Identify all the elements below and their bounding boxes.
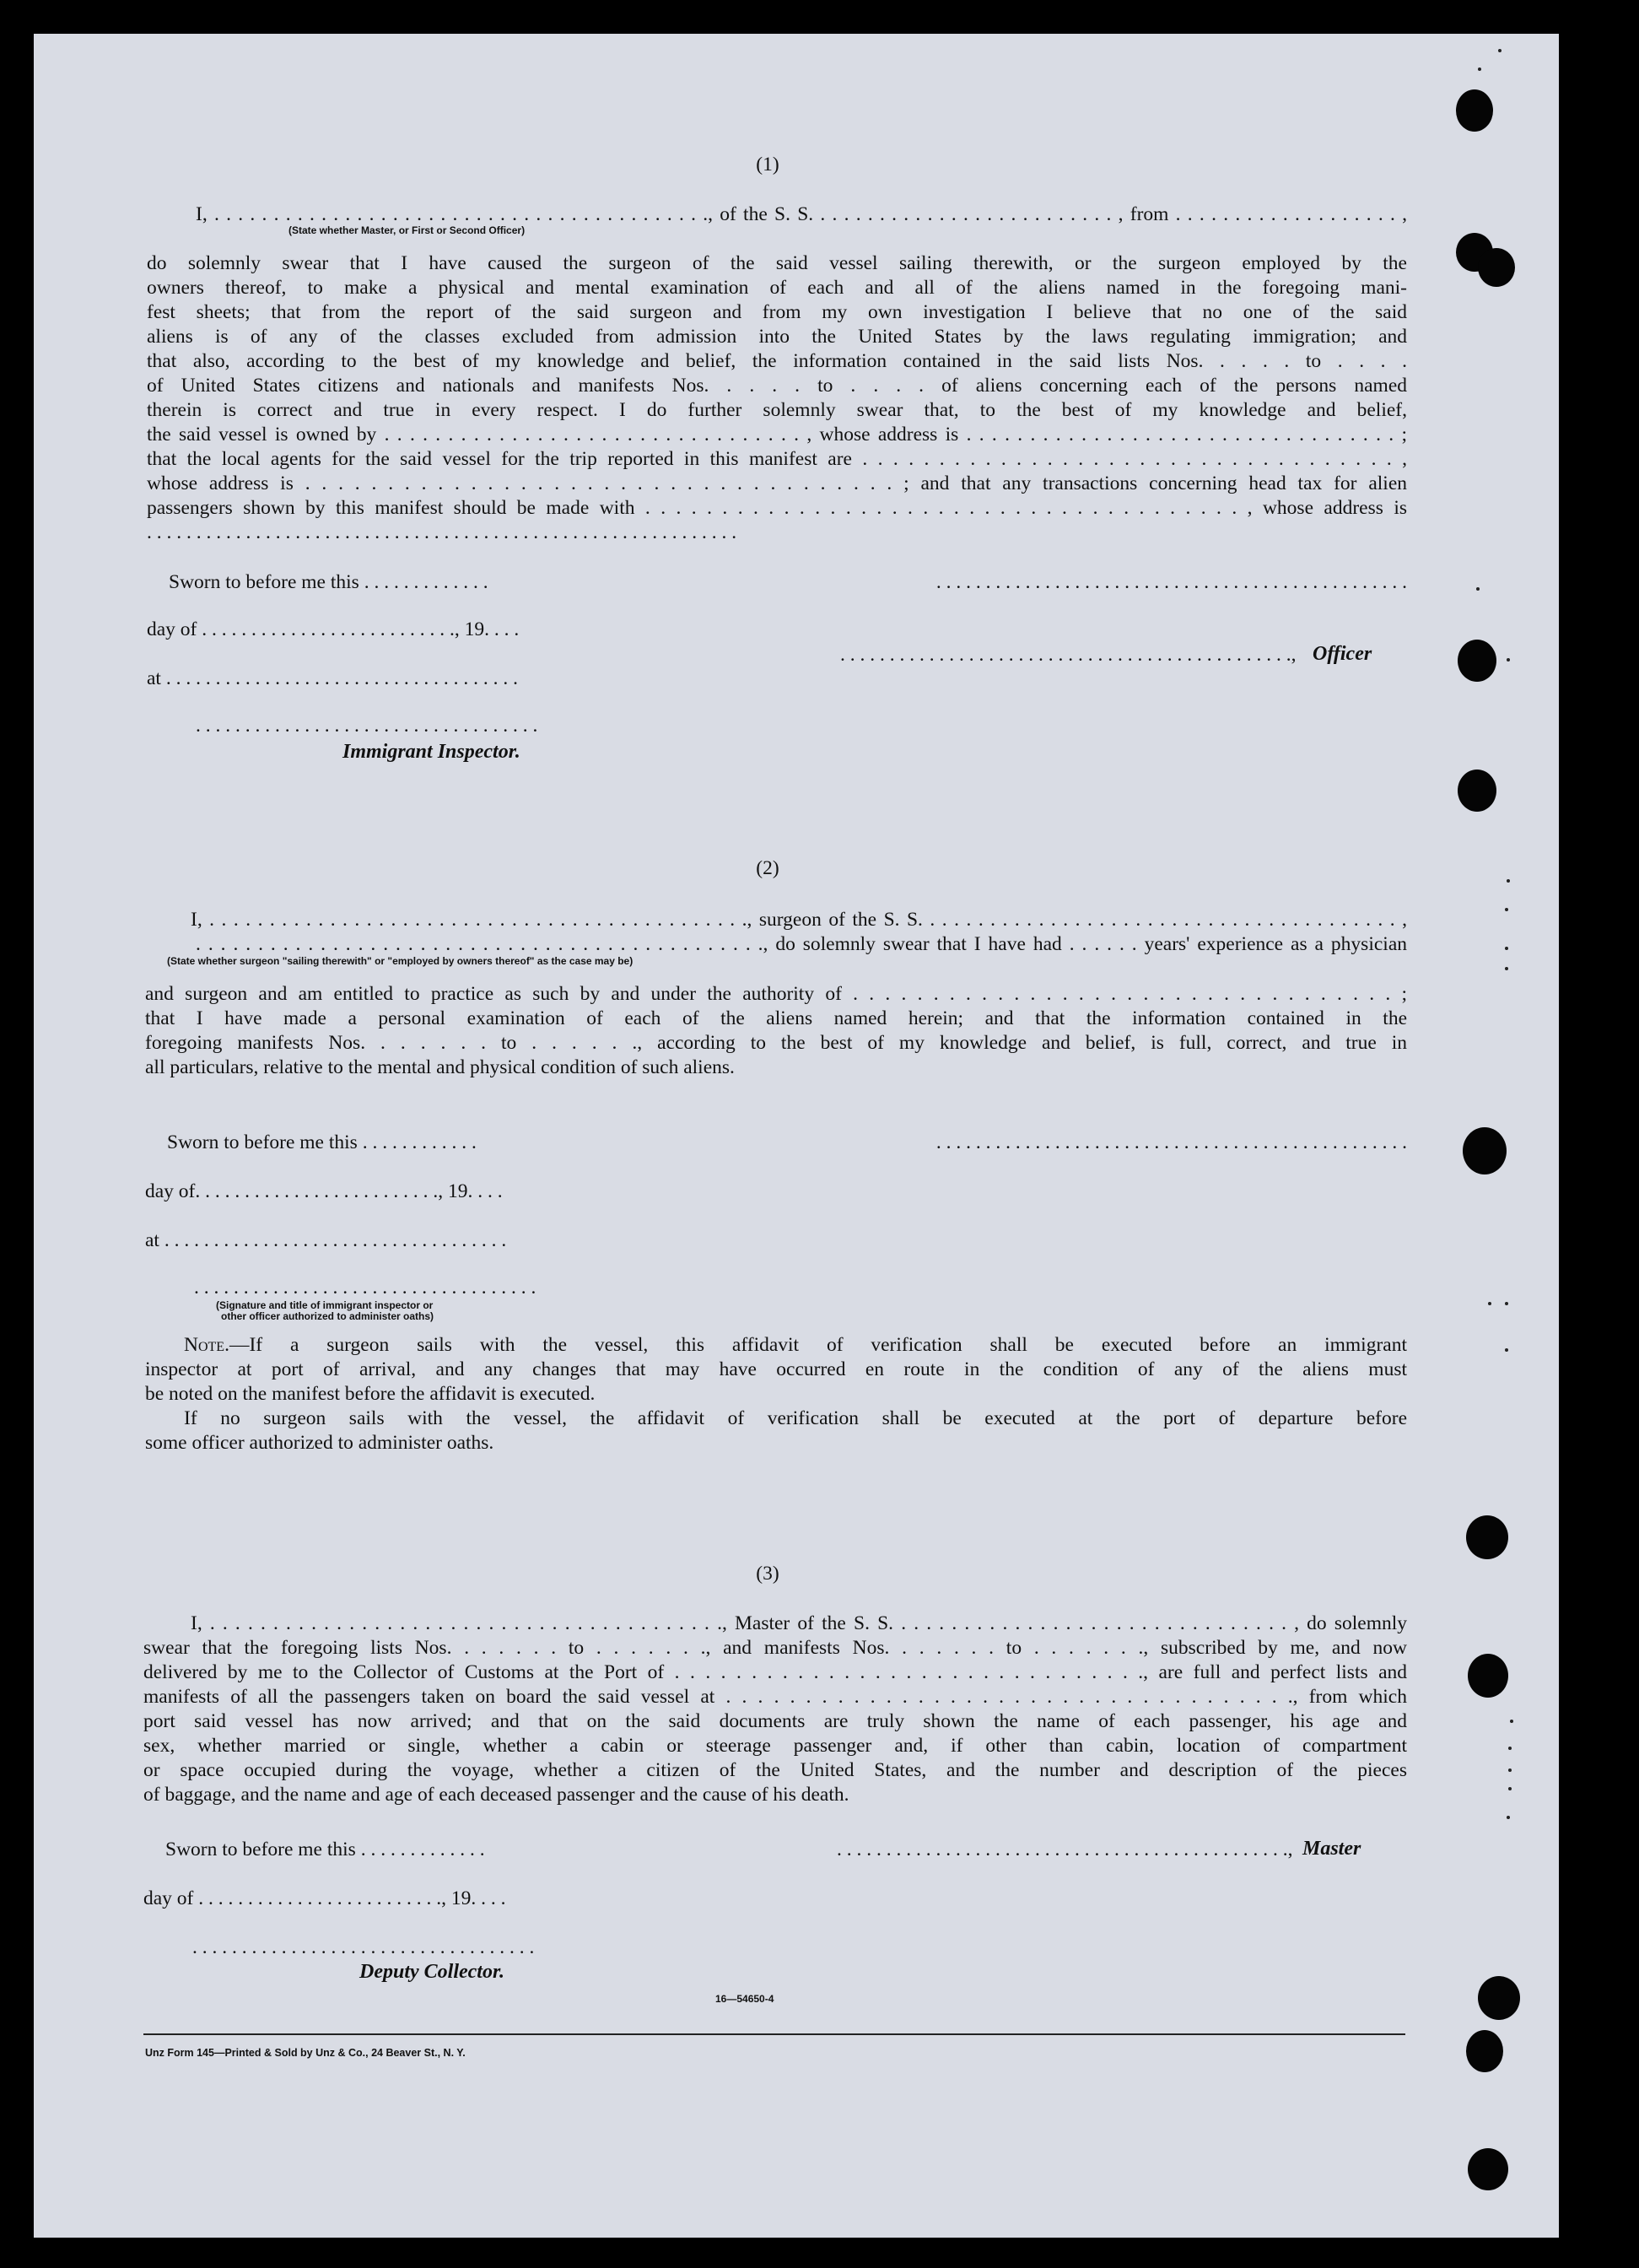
note-line: be noted on the manifest before the affidavit is executed. [145,1383,596,1405]
section-2-body-line: all particulars, relative to the mental and physical condition of such aliens. [145,1056,735,1078]
section-1-body-line: fest sheets; that from the report of the said surgeon and from my own investigation I believe that no one of the said [147,301,1407,323]
section-1-body-line: therein is correct and true in every respect. I do further solemnly swear that, to the best of my knowledge and belief, [147,399,1407,421]
speck [1505,1302,1508,1305]
section-1-first-line: I, . . . . . . . . . . . . . . . . . . . . . . . . . . . . . . . . . . . . . . . . . ., of the S. S. . . . . . . . . . . . . . . . . . . . . . . . . . , from . . . . . . . . . . . . . . . . . . . , [196,203,1407,225]
section-2-signature-line: . . . . . . . . . . . . . . . . . . . . . . . . . . . . . . . . . . . [194,1277,536,1299]
speck [1508,1787,1512,1790]
section-3-body-line: swear that the foregoing lists Nos. . . . . . . to . . . . . . ., and manifests Nos. . . . . . . to . . . . . . ., subscribed by me, and now [143,1637,1407,1659]
punch-hole [1463,1127,1507,1174]
speck [1505,1348,1508,1352]
section-1-body-line: . . . . . . . . . . . . . . . . . . . . . . . . . . . . . . . . . . . . . . . . . . . . . . . . . . . . . . . . . . . . [147,521,737,543]
speck [1507,1816,1510,1819]
printer-imprint: Unz Form 145—Printed & Sold by Unz & Co., 24 Beaver St., N. Y. [145,2047,466,2059]
punch-hole [1458,770,1496,812]
section-1-sworn-line: Sworn to before me this . . . . . . . . . . . . . [169,571,488,593]
speck [1508,1747,1512,1750]
speck [1507,879,1510,883]
section-2-signature-caption: (Signature and title of immigrant inspector or [216,1299,434,1311]
section-1-at-line: at . . . . . . . . . . . . . . . . . . . . . . . . . . . . . . . . . . . . [147,667,518,689]
section-1-inspector-title: Immigrant Inspector. [342,741,520,763]
speck [1505,967,1508,970]
speck [1498,49,1502,52]
section-3-body-line: or space occupied during the voyage, whether a citizen of the United States, and the number and description of the pieces [143,1759,1407,1781]
section-3-collector-signature-line: . . . . . . . . . . . . . . . . . . . . . . . . . . . . . . . . . . . [192,1936,535,1958]
section-1-inspector-signature-line: . . . . . . . . . . . . . . . . . . . . . . . . . . . . . . . . . . . [196,715,538,737]
section-2-body-line: that I have made a personal examination of each of the aliens named herein; and that the information contained in the [145,1007,1407,1029]
section-2-body-line: foregoing manifests Nos. . . . . . . to . . . . . ., according to the best of my knowledge and belief, is full, correct, and true in [145,1032,1407,1054]
speck [1505,947,1508,950]
section-2-signature-caption: other officer authorized to administer oaths) [221,1310,434,1322]
punch-hole [1468,2148,1508,2190]
section-1-caption: (State whether Master, or First or Second Officer) [288,224,526,236]
speck [1510,1720,1513,1723]
section-3-body-line: manifests of all the passengers taken on board the said vessel at . . . . . . . . . . . . . . . . . . . . . . . . . . . . . . . . . . . ., from which [143,1686,1407,1708]
punch-hole [1468,1654,1508,1698]
punch-hole [1466,2030,1503,2072]
section-1-body-line: that also, according to the best of my knowledge and belief, the information contained in the said lists Nos. . . . . to . . . . [147,350,1407,372]
section-3-body-line: I, . . . . . . . . . . . . . . . . . . . . . . . . . . . . . . . . . . . . . . . . ., Master of the S. S. . . . . . . . . . . . . . . . . . . . . . . . . . . . . . . . , do solemnly [191,1612,1407,1634]
section-3-master-title: Master [1302,1838,1361,1860]
note-text: —If a surgeon sails with the vessel, this affidavit of verification shall be executed before an immigrant [229,1334,1407,1356]
speck [1478,68,1481,71]
note-heading: Note. [184,1334,229,1356]
section-2-caption: (State whether surgeon "sailing therewith" or "employed by owners thereof" as the case may be) [167,955,633,967]
section-3-body-line: sex, whether married or single, whether a cabin or steerage passenger and, if other than cabin, location of compartment [143,1735,1407,1757]
section-3-body-line: port said vessel has now arrived; and that on the said documents are truly shown the name of each passenger, his age and [143,1710,1407,1732]
section-2-number: (2) [756,857,779,879]
note-line: inspector at port of arrival, and any changes that may have occurred en route in the condition of any of the aliens must [145,1358,1407,1380]
section-1-officer-blank: . . . . . . . . . . . . . . . . . . . . . . . . . . . . . . . . . . . . . . . . . . . . . ., [840,644,1297,666]
section-2-first-line: I, . . . . . . . . . . . . . . . . . . . . . . . . . . . . . . . . . . . . . . . . . . . . ., surgeon of the S. S. . . . . . . . . . . . . . . . . . . . . . . . . . . . . . . . . . . . . . . . , [191,909,1407,931]
note-line [184,1333,1407,1358]
section-1-day-line: day of . . . . . . . . . . . . . . . . . . . . . . . . . ., 19. . . . [147,618,520,640]
speck [1505,908,1508,911]
speck [1488,1302,1491,1305]
section-3-body-line: delivered by me to the Collector of Customs at the Port of . . . . . . . . . . . . . . . . . . . . . . . . . . . . . . ., are full and perfect lists and [143,1661,1407,1683]
footer-rule [143,2033,1405,2035]
section-2-at-line: at . . . . . . . . . . . . . . . . . . . . . . . . . . . . . . . . . . . [145,1229,507,1251]
note-line: some officer authorized to administer oaths. [145,1432,494,1454]
section-1-number: (1) [756,154,779,176]
punch-hole [1478,1976,1520,2020]
speck [1476,587,1480,591]
manifest-back-page [34,34,1559,2238]
section-1-officer-title: Officer [1313,643,1372,665]
section-1-body-line: aliens is of any of the classes excluded from admission into the United States by the laws regulating immigration; and [147,326,1407,348]
punch-hole [1466,1515,1508,1559]
section-3-body-line: of baggage, and the name and age of each deceased passenger and the cause of his death. [143,1784,849,1806]
section-1-body-line: whose address is . . . . . . . . . . . . . . . . . . . . . . . . . . . . . . . . . . . . ; and that any transactions concerning head tax for alien [147,472,1407,494]
section-1-body-line: that the local agents for the said vessel for the trip reported in this manifest are . . . . . . . . . . . . . . . . . . . . . . . . . . . . . . . . . . . , [147,448,1407,470]
section-3-sworn-line: Sworn to before me this . . . . . . . . . . . . . [165,1839,485,1860]
section-1-body-line: do solemnly swear that I have caused the surgeon of the said vessel sailing therewith, or the surgeon employed by the [147,252,1407,274]
section-2-second-line: . . . . . . . . . . . . . . . . . . . . . . . . . . . . . . . . . . . . . . . . . . . . . ., do solemnly swear that I have had . . . . . . years' experience as a physician [196,933,1407,955]
section-3-master-blank: . . . . . . . . . . . . . . . . . . . . . . . . . . . . . . . . . . . . . . . . . . . . . ., [837,1839,1293,1860]
section-2-body-line: and surgeon and am entitled to practice as such by and under the authority of . . . . . . . . . . . . . . . . . . . . . . . . . . . . . . . . . . ; [145,983,1407,1005]
section-3-number: (3) [756,1563,779,1585]
section-1-body-line: passengers shown by this manifest should be made with . . . . . . . . . . . . . . . . . . . . . . . . . . . . . . . . . . . . . . . , whose address is [147,497,1407,519]
speck [1508,1768,1512,1772]
section-1-body-line: of United States citizens and nationals and manifests Nos. . . . . to . . . . of aliens concerning each of the persons named [147,375,1407,397]
section-2-sworn-line: Sworn to before me this . . . . . . . . . . . . [167,1131,477,1153]
speck [1507,658,1510,662]
section-3-collector-title: Deputy Collector. [359,1961,504,1983]
section-1-body-line: the said vessel is owned by . . . . . . . . . . . . . . . . . . . . . . . . . . . . . . . . . , whose address is . . . . . . . . . . . . . . . . . . . . . . . . . . . . . . . . . . ; [147,424,1407,446]
note-line: If no surgeon sails with the vessel, the affidavit of verification shall be executed at the port of departure before [184,1407,1407,1429]
section-3-day-line: day of . . . . . . . . . . . . . . . . . . . . . . . . ., 19. . . . [143,1887,506,1909]
section-1-body-line: owners thereof, to make a physical and mental examination of each and all of the aliens named in the foregoing mani- [147,277,1407,299]
punch-hole [1478,248,1515,287]
form-serial-number: 16—54650-4 [715,1993,774,2005]
section-2-day-line: day of. . . . . . . . . . . . . . . . . . . . . . . . ., 19. . . . [145,1180,503,1202]
punch-hole [1458,640,1496,682]
punch-hole [1456,89,1493,132]
section-1-right-blank: . . . . . . . . . . . . . . . . . . . . . . . . . . . . . . . . . . . . . . . . . . . . . . . . [935,571,1407,593]
section-2-right-blank: . . . . . . . . . . . . . . . . . . . . . . . . . . . . . . . . . . . . . . . . . . . . . . . . [935,1131,1407,1153]
